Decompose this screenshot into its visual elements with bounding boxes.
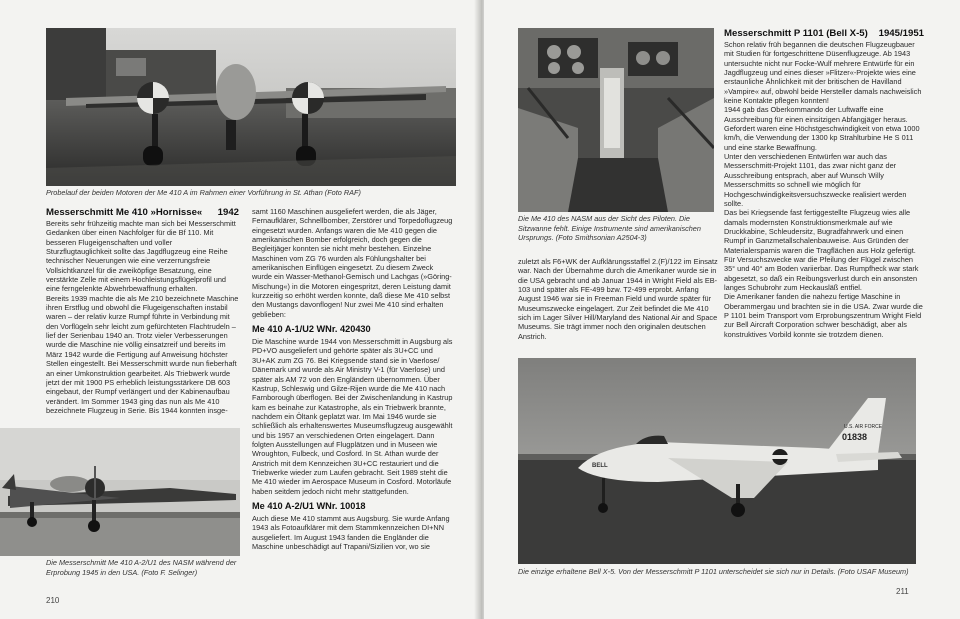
page-number-right: 211 bbox=[896, 587, 909, 596]
photo-caption-engine-run: Probelauf der beiden Motoren der Me 410 A im Rahmen einer Vorführung in St. Athan (Foto RAF) bbox=[46, 188, 361, 197]
paragraph: samt 1160 Maschinen ausgeliefert werden, die als Jäger, Fernaufklärer, Schnellbomber, Zerstörer und Torpedoflugzeug eingesetzt wurden. Anfangs waren die Me 410 gegen die amerikanischen Bomber erfolgreich, doch gegen die Begleitjäger konnten sie nicht mehr bestehen. Einzelne Maschinen vom ZG 76 wurden als Fühlungshalter bei amerikanischen Einflügen eingesetzt. Zu diesem Zweck wurde ein Wasser-Methanol-Gemisch und Lachgas (»Göring-Mischung«) in die Motoren eingespritzt, deren Leistung damit kurzzeitig so erhöht werden konnte, daß diese Me 410 selbst den Mustangs davonflogen! Nur zwei Me 410 sind erhalten geblieben: bbox=[252, 207, 453, 319]
photo-me410-cockpit bbox=[518, 28, 714, 212]
paragraph: Auch diese Me 410 stammt aus Augsburg. Sie wurde Anfang 1943 als Fotoaufklärer mit dem Stammkennzeichen DI+NN ausgeliefert. Im August 1943 fanden die Engländer die Maschine unbeschädigt auf Trapani/Sizilien vor, wo sie bbox=[252, 513, 450, 551]
paragraph: Bereits sehr frühzeitig machte man sich bei Messerschmitt Gedanken über einen Nachfolger für die Bf 110. Mit besseren Flugeigenschaften und voller Sturzflugtauglichkeit sollte das Jagdflugzeug eine Reihe technischer Neuerungen wie eine verzerrungsfreie Vollsichtkanzel für die zweiköpfige Besatzung, eine verstärkte Zelle mit einem Hochleistungsflügelprofil und eine ferngelenkte Abwehrbewaffnung erhalten. bbox=[46, 219, 236, 294]
right-text-column-mid bbox=[518, 257, 718, 353]
photo-caption-bell-x5: Die einzige erhaltene Bell X-5. Von der Messerschmitt P 1101 unterscheidet sie sich nur in Details. (Foto USAF Museum) bbox=[518, 567, 909, 576]
subheading-me410-a2: Me 410 A-2/U1 WNr. 10018 bbox=[252, 500, 366, 511]
section-heading-me410 bbox=[46, 207, 239, 218]
paragraph: Die Amerikaner fanden die nahezu fertige Maschine in Oberammergau und brachten sie in die USA. Zwar wurde die P 1101 beim Transport vom Erprobungszentrum Wright Field zur Bell Aircraft Corporation schwer beschädigt, aber als konstruktives Vorbild konnte sie trotzdem dienen. bbox=[724, 292, 923, 339]
paragraph: Die Maschine wurde 1944 von Messerschmitt in Augsburg als PD+VO ausgeliefert und gehörte später als 3U+CC und 3U+AK zum ZG 76. Bei Kriegsende stand sie in Vaerlose/ Dänemark und wurde als Air Ministry V-1 (für Vaerlose) und später als AM 72 von den Engländern übernommen. Über Kastrup, Schleswig und Gilze-Rijen wurde die Me 410 nach Farnborough überflogen. Bei der Zwischenlandung in Kastrup kam es beinahe zur Katastrophe, als ein Triebwerk brannte, nachdem ein Öltank geplatzt war. Im Mai 1946 wurde sie schließlich als erhaltenswertes Museumsflugzeug ausgewählt und bis 1957 an verschiedenen Orten eingelagert. Dann folgten Ausstellungen auf Flugplätzen und in Museen wie Wroughton, Fulbeck, und Cosford. In St. Athan wurde der Anstrich mit dem Kennzeichen 3U+CC restauriert und die Triebwerke wieder zum Laufen gebracht. Seit 1989 steht die Me 410 wieder im Aerospace Museum in Cosford. Motorläufe haben seitdem jedoch nicht mehr stattgefunden. bbox=[252, 337, 453, 496]
section-heading-year: 1942 bbox=[217, 207, 239, 218]
photo-bell-x5 bbox=[518, 358, 916, 564]
left-text-column-1 bbox=[46, 207, 239, 425]
photo-caption-nasm-testing: Die Messerschmitt Me 410 A-2/U1 des NASM während der Erprobung 1945 in den USA. (Foto F. Selinger) bbox=[46, 558, 237, 577]
paragraph: zuletzt als F6+WK der Aufklärungsstaffel 2.(F)/122 im Einsatz war. Nach der Übernahme durch die Amerikaner wurde sie in die USA gebracht und ab Januar 1944 in Wright Field als EB-103 und später als FE-499 bzw. T2-499 erprobt. Anfang August 1946 war sie in Freeman Field und wurde später für Museumszwecke eingelagert. Zur Zeit befindet die Me 410 sich im Lager Silver Hill/Maryland des National Air and Space Museums. Sie trägt immer noch den originalen deutschen Anstrich. bbox=[518, 257, 718, 341]
right-page bbox=[484, 0, 960, 619]
photo-me410-engine-run bbox=[46, 28, 456, 186]
paragraph: Schon relativ früh begannen die deutschen Flugzeugbauer mit Studien für fortgeschrittene Düsenflugzeuge. Ab 1943 untersuchte nicht nur Focke-Wulf mehrere Entwürfe für ein Jagdflugzeug und eines dieser »Flitzer«-Projekte wies eine erstaunliche Ähnlichkeit mit der britischen de Havilland »Vampire« auf, obwohl beide Hersteller damals nachweislich keine Kontakte pflegen konnten! bbox=[724, 40, 922, 106]
left-page bbox=[0, 0, 478, 619]
photo-me410-nasm-testing bbox=[0, 428, 240, 556]
section-heading-title: Messerschmitt P 1101 (Bell X-5) bbox=[724, 28, 868, 39]
right-text-column-main bbox=[724, 28, 924, 353]
page-number-left: 210 bbox=[46, 596, 60, 605]
section-heading-p1101 bbox=[724, 28, 924, 39]
paragraph: Das bei Kriegsende fast fertiggestellte Flugzeug wies alle damals modernsten Konstruktionsmerkmale auf wie Druckkabine, Schleudersitz, Bugradfahrwerk und einen Rumpf in Ganzmetallschalenbauweise. Aus Gründen der Materialersparnis waren die Tragflächen aus Holz gefertigt. bbox=[724, 208, 916, 255]
paragraph: Unter den verschiedenen Entwürfen war auch das Messerschmitt-Projekt 1101, das zwar nicht ganz der Ausschreibung entsprach, aber auf Wunsch Willy Messerschmitts so schnell wie möglich für Hochgeschwindigkeitsversuchszwecke realisiert werden sollte. bbox=[724, 152, 907, 208]
paragraph: Bereits 1939 machte die als Me 210 bezeichnete Maschine ihren Erstflug und obwohl die Flugeigenschaften instabil waren – der relativ kurze Rumpf führte in Verbindung mit den Vorflügeln sehr leicht zum gefürchteten Flachtrudeln – lief der Serienbau 1940 an. Trotz vieler Verbesserungen wurde die Maschine nie völlig einsatzreif und bereits im März 1942 wurde die Fertigung auf Anweisung höchster Stellen eingestellt. Bei Messerschmitt wurde nun fieberhaft an einer Umkonstruktion gearbeitet. Als Triebwerk wurde jetzt der mit 1900 PS erheblich leistungsstärkere DB 603 eingebaut, der Rumpf verlängert und der Kabinenaufbau verändert. Im Sommer 1943 ging das nun als Me 410 bezeichnete Flugzeug in Serie. Bis 1944 konnten insge- bbox=[46, 293, 239, 415]
photo-caption-cockpit: Die Me 410 des NASM aus der Sicht des Piloten. Die Sitzwanne fehlt. Einige Instrumente sind amerikanischen Ursprungs. (Foto Smithsonian A2504-3) bbox=[518, 214, 701, 243]
left-text-column-2 bbox=[252, 207, 454, 579]
subheading-me410-a1: Me 410 A-1/U2 WNr. 420430 bbox=[252, 324, 371, 335]
x5-tail-text: U.S. AIR FORCE bbox=[844, 424, 883, 430]
paragraph: Für Versuchszwecke war die Pfeilung der Flügel zwischen 35° und 40° am Boden variierbar. Das Rumpfheck war stark abgesetzt, so daß ein Reibungsverlust durch ein ansonsten langes Schubrohr zum Heckausläß entfiel. bbox=[724, 254, 919, 292]
x5-nose-text: BELL bbox=[592, 463, 608, 469]
paragraph: 1944 gab das Oberkommando der Luftwaffe eine Ausschreibung für einen einsitzigen Abfangjäger heraus. Gefordert waren eine Höchstgeschwindigkeit von etwa 1000 km/h, die Verwendung der 1300 kp Strahlturbine He S 011 und eine starke Bewaffnung. bbox=[724, 105, 920, 152]
section-heading-title: Messerschmitt Me 410 »Hornisse« bbox=[46, 207, 203, 218]
x5-serial: 01838 bbox=[842, 432, 868, 442]
section-heading-year: 1945/1951 bbox=[878, 28, 924, 39]
